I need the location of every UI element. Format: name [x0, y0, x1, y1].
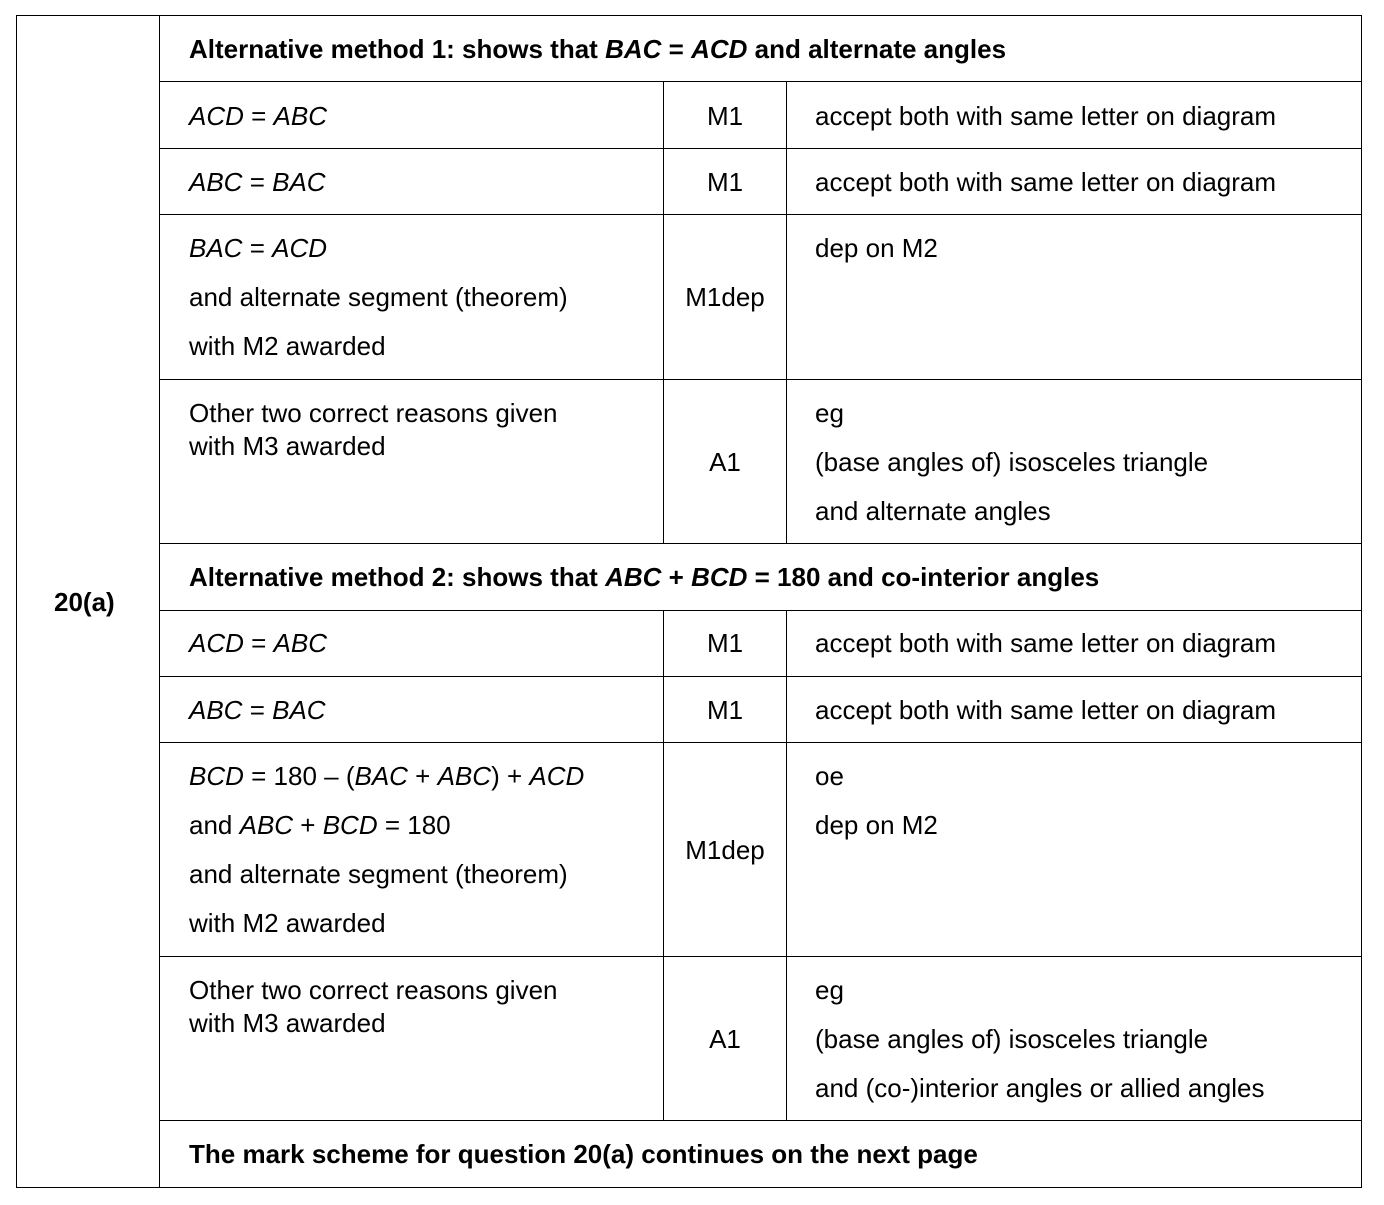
border-right — [1361, 15, 1362, 1188]
working-step: and alternate segment (theorem) — [189, 282, 568, 312]
working-step: ACD = ABC — [189, 101, 328, 131]
comment: (base angles of) isosceles triangle — [815, 1024, 1209, 1054]
border-top — [16, 15, 1362, 16]
row-divider — [159, 81, 1362, 82]
column-divider — [786, 81, 787, 544]
column-divider — [786, 610, 787, 1121]
mark: A1 — [709, 1024, 741, 1054]
comment: dep on M2 — [815, 233, 938, 263]
working-step: ACD = ABC — [189, 628, 328, 658]
comment: accept both with same letter on diagram — [815, 167, 1277, 197]
working-step: ABC = BAC — [189, 167, 326, 197]
mark: M1 — [706, 695, 744, 725]
row-divider — [159, 214, 1362, 215]
comment: accept both with same letter on diagram — [815, 101, 1277, 131]
border-left — [16, 15, 17, 1188]
mark: M1 — [706, 628, 744, 658]
continuation-note: The mark scheme for question 20(a) continues on the next page — [189, 1139, 978, 1169]
mark: M1 — [706, 167, 744, 197]
comment: and alternate angles — [815, 496, 1051, 526]
working-step: Other two correct reasons given — [189, 975, 558, 1005]
method2-header: Alternative method 2: shows that ABC + BCD = 180 and co-interior angles — [189, 562, 1100, 592]
comment: eg — [815, 975, 844, 1005]
mark: M1dep — [685, 282, 765, 312]
mark: M1 — [706, 101, 744, 131]
border-bottom — [16, 1187, 1362, 1188]
mark: M1dep — [685, 835, 765, 865]
comment: accept both with same letter on diagram — [815, 695, 1277, 725]
row-divider — [159, 956, 1362, 957]
row-divider — [159, 742, 1362, 743]
working-step: and alternate segment (theorem) — [189, 859, 568, 889]
question-number: 20(a) — [54, 587, 115, 617]
comment: (base angles of) isosceles triangle — [815, 447, 1209, 477]
mark-scheme-table — [16, 15, 1362, 1187]
working-step: with M2 awarded — [189, 908, 386, 938]
row-divider — [159, 148, 1362, 149]
row-divider — [159, 610, 1362, 611]
working-step: with M2 awarded — [189, 331, 386, 361]
row-divider — [159, 543, 1362, 544]
working-step: BAC = ACD — [189, 233, 328, 263]
comment: dep on M2 — [815, 810, 938, 840]
column-divider — [159, 15, 160, 1188]
method1-header: Alternative method 1: shows that BAC = ACD and alternate angles — [189, 34, 1007, 64]
working-step: Other two correct reasons given — [189, 398, 558, 428]
comment: and (co-)interior angles or allied angles — [815, 1073, 1265, 1103]
row-divider — [159, 676, 1362, 677]
working-step: and ABC + BCD = 180 — [189, 810, 451, 840]
comment: accept both with same letter on diagram — [815, 628, 1277, 658]
working-step: with M3 awarded — [189, 431, 386, 461]
comment: oe — [815, 761, 844, 791]
working-step: BCD = 180 – (BAC + ABC) + ACD — [189, 761, 585, 791]
row-divider — [159, 379, 1362, 380]
mark: A1 — [709, 447, 741, 477]
working-step: with M3 awarded — [189, 1008, 386, 1038]
comment: eg — [815, 398, 844, 428]
row-divider — [159, 1120, 1362, 1121]
working-step: ABC = BAC — [189, 695, 326, 725]
